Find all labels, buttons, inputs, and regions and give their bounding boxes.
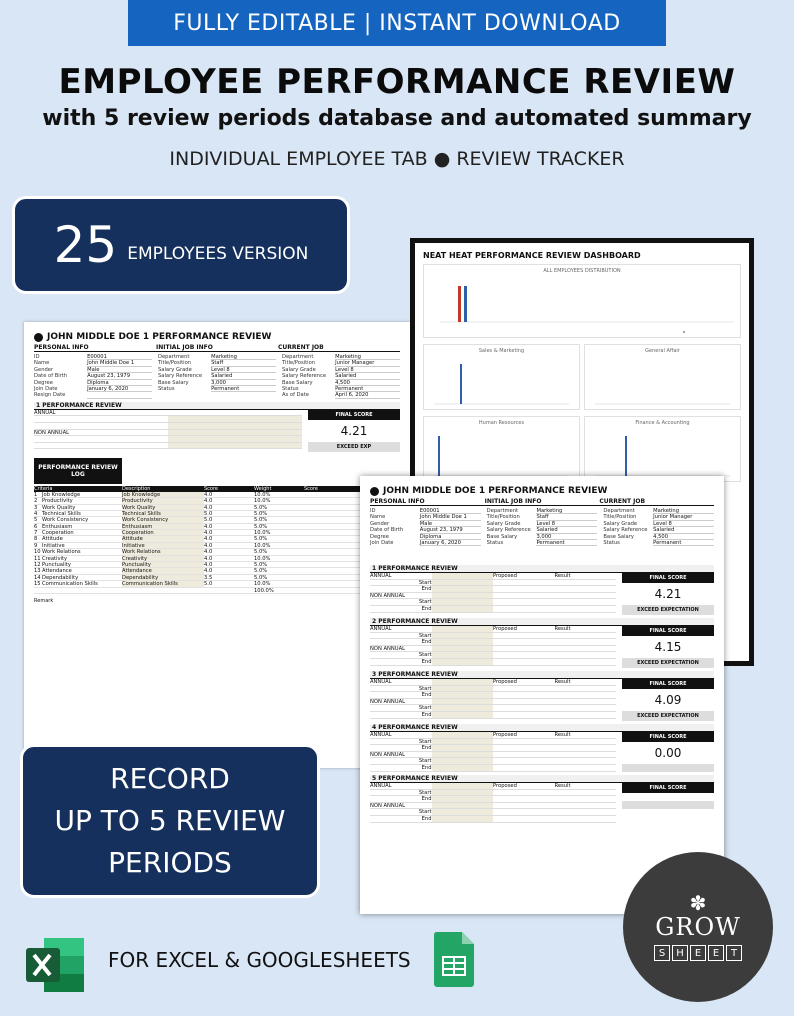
chart-caption: Sales & Marketing	[478, 348, 525, 354]
logo-icon	[34, 333, 43, 342]
current-job-info: Department Marketing Title/Position Junior Manager Salary Grade Level 8 Salary Reference Salaried Base Salary 4,500 Status Permanent	[603, 508, 714, 562]
excel-icon	[22, 932, 88, 998]
record-line-2: UP TO 5 REVIEW	[54, 804, 286, 837]
total-row: 100.0%	[34, 588, 400, 594]
review-head: 1 PERFORMANCE REVIEW	[34, 402, 400, 410]
section-headers: PERSONAL INFO INITIAL JOB INFO CURRENT JOB	[370, 498, 714, 506]
chart-all-employees	[423, 264, 741, 338]
final-score-label: FINAL SCORE	[308, 410, 400, 420]
chart-caption: Finance & Accounting	[635, 420, 690, 426]
sub-title: with 5 review periods database and automated summary	[42, 106, 752, 131]
sheet-title-text: JOHN MIDDLE DOE 1 PERFORMANCE REVIEW	[47, 332, 272, 342]
table-row: 6 Enthusiasm Enthusiasm 4.0 5.0%	[34, 524, 400, 530]
section-personal: PERSONAL INFO	[34, 344, 89, 351]
table-row: 10 Work Relations Work Relations 4.0 5.0%	[34, 549, 400, 555]
record-line-1: RECORD	[110, 762, 230, 795]
info-block	[370, 508, 714, 562]
review-period: 5 PERFORMANCE REVIEW ANNUAL Proposed Result Start End NON ANNUAL Start End FINAL SCORE	[360, 775, 724, 823]
section-current: CURRENT JOB	[278, 344, 324, 351]
initial-job-info: Department Marketing Title/Position Staff Salary Grade Level 8 Salary Reference Salaried Base Salary 3,000 Status Permanent	[158, 354, 276, 399]
table-row: 7 Cooperation Cooperation 4.0 10.0%	[34, 530, 400, 536]
main-title: EMPLOYEE PERFORMANCE REVIEW	[58, 62, 736, 102]
chart-all-employees-bars	[424, 274, 744, 334]
criteria-table	[24, 492, 410, 588]
dashboard-title: NEAT HEAT PERFORMANCE REVIEW DASHBOARD	[423, 251, 641, 260]
criteria-header: Criteria Description Score Weight Score	[34, 486, 400, 492]
table-row: 5 Work Consistency Work Consistency 5.0 5.0%	[34, 517, 400, 523]
current-job-info: Department Marketing Title/Position Junior Manager Salary Grade Level 8 Salary Reference Salaried Base Salary 4,500 Status Permanent As of Date April 6, 2020	[282, 354, 400, 399]
sheet-title	[34, 332, 410, 342]
chart-caption: Human Resources	[478, 420, 525, 426]
chart-caption: General Affair	[645, 348, 680, 354]
chart-human-resources	[423, 416, 580, 482]
personal-info: ID E00001 Name John Middle Doe 1 Gender Male Date of Birth August 23, 1979 Degree Diploma Join Date January 6, 2020	[370, 508, 481, 562]
table-row: 13 Attendance Attendance 4.0 5.0%	[34, 568, 400, 574]
sheet-title-text: JOHN MIDDLE DOE 1 PERFORMANCE REVIEW	[383, 486, 608, 496]
logo-icon	[370, 487, 379, 496]
google-sheets-icon	[432, 930, 476, 988]
footer-text: FOR EXCEL & GOOGLESHEETS	[108, 948, 411, 972]
chart-caption: ALL EMPLOYEES DISTRIBUTION	[543, 268, 621, 274]
brand-top: GROW	[655, 913, 741, 941]
chart-finance-accounting	[584, 416, 741, 482]
employees-badge	[12, 196, 350, 294]
section-initial: INITIAL JOB INFO	[156, 344, 213, 351]
review-period: 2 PERFORMANCE REVIEW ANNUAL Proposed Result Start End NON ANNUAL Start End FINAL SCORE 4.15 EXCEED EXPECTATION	[360, 618, 724, 668]
review-period: 1 PERFORMANCE REVIEW ANNUAL Proposed Result Start End NON ANNUAL Start End FINAL SCORE 4.21 EXCEED EXPECTATION	[360, 565, 724, 615]
review-tracker-preview	[360, 476, 724, 914]
flower-icon: ✽	[689, 891, 707, 915]
table-row: 11 Creativity Creativity 4.0 10.0%	[34, 556, 400, 562]
review-period: 3 PERFORMANCE REVIEW ANNUAL Proposed Result Start End NON ANNUAL Start End FINAL SCORE 4.09 EXCEED EXPECTATION	[360, 671, 724, 721]
individual-sheet-preview	[24, 322, 410, 768]
table-row: 14 Dependability Dependability 3.5 5.0%	[34, 575, 400, 581]
review-periods	[360, 565, 724, 823]
chart-general-affair	[584, 344, 741, 410]
table-row: 12 Punctuality Punctuality 4.0 5.0%	[34, 562, 400, 568]
table-row: 8 Attitude Attitude 4.0 5.0%	[34, 536, 400, 542]
review-log-label: PERFORMANCE REVIEW LOG	[34, 458, 122, 484]
review-period: 4 PERFORMANCE REVIEW ANNUAL Proposed Result Start End NON ANNUAL Start End FINAL SCORE 0.00	[360, 724, 724, 772]
table-row: 4 Technical Skills Technical Skills 5.0 5.0%	[34, 511, 400, 517]
growsheet-logo	[623, 852, 773, 1002]
review-period-1: ANNUAL NON ANNUAL FINAL SCORE 4.21 EXCEED EXP	[34, 410, 400, 452]
chart-sales-marketing	[423, 344, 580, 410]
sheet-title	[370, 486, 724, 496]
top-banner: FULLY EDITABLE | INSTANT DOWNLOAD	[128, 0, 666, 46]
initial-job-info: Department Marketing Title/Position Staff Salary Grade Level 8 Salary Reference Salaried Base Salary 3,000 Status Permanent	[487, 508, 598, 562]
table-row: 1 Job Knowledge Job Knowledge 4.0 10.0%	[34, 492, 400, 498]
remark-label: Remark	[34, 597, 54, 604]
brand-letters: S H E E T	[654, 945, 742, 961]
table-row: 2 Productivity Productivity 4.0 10.0%	[34, 498, 400, 504]
employees-text: EMPLOYEES VERSION	[127, 244, 309, 264]
record-line-3: PERIODS	[108, 846, 232, 879]
table-row: 3 Work Quality Work Quality 4.0 5.0%	[34, 505, 400, 511]
record-badge	[20, 744, 320, 898]
employees-count: 25	[53, 216, 118, 274]
personal-info: ID E00001 Name John Middle Doe 1 Gender Male Date of Birth August 23, 1979 Degree Diploma Join Date January 6, 2020 Resign Date	[34, 354, 152, 399]
final-score-rating: EXCEED EXP	[308, 442, 400, 452]
table-row: 9 Initiative Initiative 4.0 10.0%	[34, 543, 400, 549]
section-headers	[34, 344, 400, 352]
final-score-value: 4.21	[340, 423, 368, 438]
tabs-line: INDIVIDUAL EMPLOYEE TAB ● REVIEW TRACKER	[169, 148, 625, 170]
table-row: 15 Communication Skills Communication Skills 5.0 10.0%	[34, 581, 400, 587]
